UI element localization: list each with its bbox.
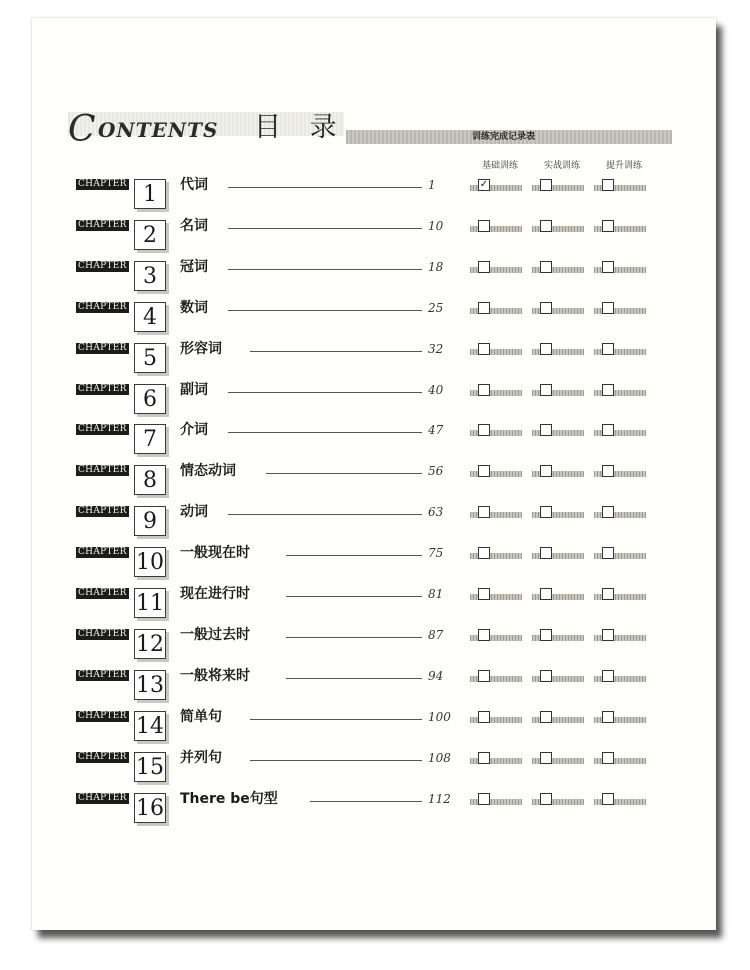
checkbox-basic-group <box>468 465 524 479</box>
chapter-tag: CHAPTER <box>78 628 127 639</box>
checkbox-practice[interactable] <box>540 588 552 600</box>
checkbox-practice-group <box>530 261 586 275</box>
checkbox-basic-group <box>468 220 524 234</box>
checkbox-advanced[interactable] <box>602 670 614 682</box>
checkbox-practice-group <box>530 793 586 807</box>
checkbox-advanced-group <box>592 711 648 725</box>
checkbox-basic[interactable] <box>478 220 490 232</box>
page-number: 108 <box>428 750 451 765</box>
checkbox-basic[interactable] <box>478 261 490 273</box>
dot-leader <box>310 801 422 802</box>
checkbox-basic-group <box>468 302 524 316</box>
dot-leader <box>228 310 422 311</box>
checkbox-basic[interactable] <box>478 670 490 682</box>
checkbox-practice-group <box>530 384 586 398</box>
chapter-number: 10 <box>134 547 166 577</box>
page-number: 47 <box>428 423 444 438</box>
chapter-tag: CHAPTER <box>78 506 127 517</box>
chapter-title[interactable]: 数词 <box>180 299 208 316</box>
checkbox-basic-group <box>468 711 524 725</box>
checkbox-advanced-group <box>592 302 648 316</box>
checkbox-practice-group <box>530 547 586 561</box>
checkbox-practice-group <box>530 343 586 357</box>
checkbox-basic[interactable] <box>478 424 490 436</box>
dot-leader <box>286 678 422 679</box>
chapter-tag: CHAPTER <box>78 588 127 598</box>
checkbox-basic[interactable]: ✓ <box>479 179 489 190</box>
chapter-tag: CHAPTER <box>78 547 127 558</box>
chapter-row[interactable] <box>76 340 676 383</box>
chapter-row[interactable] <box>76 547 676 587</box>
chapter-tag: CHAPTER <box>78 342 127 353</box>
chapter-title[interactable]: There be句型 <box>180 790 278 807</box>
checkbox-basic[interactable] <box>478 506 490 518</box>
chapter-title[interactable]: 一般现在时 <box>180 545 250 562</box>
checkbox-advanced-group <box>592 793 648 807</box>
chapter-number: 1 <box>134 179 166 209</box>
contents-initial: C <box>68 109 95 150</box>
checkbox-basic[interactable] <box>478 465 490 477</box>
chapter-row[interactable] <box>76 217 676 260</box>
page-number: 18 <box>428 259 444 274</box>
checkbox-advanced-group <box>592 343 648 357</box>
checkbox-advanced[interactable] <box>602 220 614 232</box>
checkbox-practice-group <box>530 179 586 193</box>
page-number: 87 <box>428 627 444 642</box>
chapter-number: 9 <box>134 506 166 536</box>
dot-leader <box>286 596 422 597</box>
checkbox-practice[interactable] <box>540 302 552 314</box>
checkbox-basic[interactable] <box>478 752 490 764</box>
checkbox-basic-group <box>468 179 524 193</box>
checkbox-advanced-group <box>592 752 648 766</box>
page-content <box>32 18 716 930</box>
column-header-practice: 实战训练 <box>543 161 580 171</box>
chapter-row[interactable] <box>76 588 676 628</box>
checkbox-basic-group <box>468 670 524 684</box>
checkbox-practice-group <box>530 465 586 479</box>
checkbox-advanced-group <box>592 424 648 438</box>
checkbox-advanced[interactable] <box>602 343 614 355</box>
dot-leader <box>266 473 422 474</box>
checkbox-basic-group <box>468 752 524 766</box>
page-number: 75 <box>428 546 444 561</box>
chapter-tag: CHAPTER <box>78 465 127 476</box>
column-header-advanced: 提升训练 <box>605 161 642 171</box>
checkbox-practice[interactable] <box>540 670 552 682</box>
chapter-row[interactable] <box>76 626 676 669</box>
page-number: 63 <box>428 505 444 520</box>
chapter-number: 3 <box>134 261 166 291</box>
checkbox-advanced[interactable] <box>602 179 614 191</box>
tracker-label: 训练完成记录表 <box>472 132 536 142</box>
page-number: 1 <box>428 178 436 192</box>
checkbox-practice[interactable] <box>540 261 552 273</box>
chapter-row[interactable] <box>76 749 676 792</box>
chapter-row[interactable] <box>76 708 676 751</box>
chapter-title[interactable]: 冠词 <box>180 258 208 275</box>
checkbox-practice-group <box>530 302 586 316</box>
checkbox-practice-group <box>530 711 586 725</box>
checkbox-practice[interactable] <box>540 179 552 191</box>
checkbox-practice[interactable] <box>540 506 552 518</box>
chapter-tag: CHAPTER <box>78 383 127 394</box>
page-number: 10 <box>428 218 444 233</box>
chapter-number: 4 <box>134 302 166 332</box>
chapter-tag: CHAPTER <box>78 260 127 271</box>
chapter-title[interactable]: 副词 <box>180 381 208 398</box>
checkbox-advanced-group <box>592 384 648 398</box>
checkbox-advanced[interactable] <box>602 711 614 723</box>
chapter-number: 8 <box>134 465 166 495</box>
checkbox-basic[interactable] <box>478 711 490 723</box>
chapter-row[interactable] <box>76 381 676 424</box>
chapter-number: 11 <box>134 588 166 618</box>
checkbox-practice[interactable] <box>540 547 552 559</box>
dot-leader <box>228 514 422 515</box>
checkbox-practice-group <box>530 506 586 520</box>
chapter-row[interactable] <box>76 424 676 464</box>
chapter-row[interactable] <box>76 667 676 710</box>
chapter-title[interactable]: 介词 <box>180 422 208 439</box>
checkbox-advanced-group <box>592 588 648 602</box>
chapter-tag: CHAPTER <box>78 710 127 721</box>
checkbox-advanced-group <box>592 547 648 561</box>
checkbox-practice[interactable] <box>540 465 552 477</box>
chapter-title[interactable]: 简单句 <box>180 708 222 725</box>
dot-leader <box>228 392 422 393</box>
chapter-number: 14 <box>134 711 166 741</box>
checkbox-basic-group <box>468 384 524 398</box>
checkbox-practice[interactable] <box>540 384 552 396</box>
page-number: 25 <box>428 300 444 315</box>
page-number: 56 <box>428 464 444 479</box>
checkbox-practice-group <box>530 424 586 438</box>
checkbox-practice-group <box>530 752 586 766</box>
contents-word: ONTENTS <box>98 118 219 142</box>
checkbox-advanced-group <box>592 465 648 479</box>
chapter-tag: CHAPTER <box>78 179 127 189</box>
chapter-tag: CHAPTER <box>78 751 127 762</box>
chapter-row[interactable] <box>76 790 676 833</box>
checkbox-practice[interactable] <box>540 220 552 232</box>
checkbox-advanced[interactable] <box>602 752 614 764</box>
page-number: 94 <box>428 668 444 683</box>
dot-leader <box>286 555 422 556</box>
document-page <box>32 18 716 930</box>
contents-chinese-title: 目 录 <box>254 112 347 143</box>
chapter-title[interactable]: 情态动词 <box>180 463 236 480</box>
checkbox-practice-group <box>530 220 586 234</box>
chapter-title[interactable]: 动词 <box>180 504 208 521</box>
checkbox-basic-group <box>468 588 524 602</box>
chapter-number: 15 <box>134 752 166 782</box>
checkbox-advanced-group <box>592 179 648 193</box>
checkbox-advanced-group <box>592 670 648 684</box>
chapter-tag: CHAPTER <box>78 792 127 803</box>
chapter-number: 12 <box>134 629 166 659</box>
dot-leader <box>250 719 422 720</box>
chapter-tag: CHAPTER <box>78 301 127 312</box>
dot-leader <box>228 432 422 433</box>
chapter-title[interactable]: 并列句 <box>180 749 222 766</box>
checkbox-practice[interactable] <box>540 424 552 436</box>
dot-leader <box>228 228 422 229</box>
chapter-number: 6 <box>134 384 166 414</box>
checkbox-advanced[interactable] <box>602 302 614 314</box>
chapter-tag: CHAPTER <box>78 424 127 435</box>
chapter-title[interactable]: 一般将来时 <box>180 667 250 684</box>
checkbox-basic[interactable] <box>478 588 490 600</box>
checkbox-advanced[interactable] <box>602 629 614 641</box>
checkbox-advanced[interactable] <box>602 465 614 477</box>
checkbox-basic-group <box>468 424 524 438</box>
checkbox-advanced-group <box>592 261 648 275</box>
checkbox-practice[interactable] <box>540 343 552 355</box>
checkbox-advanced[interactable] <box>602 506 614 518</box>
dot-leader <box>228 269 422 270</box>
chapter-number: 5 <box>134 343 166 373</box>
checkbox-basic[interactable] <box>478 343 490 355</box>
checkbox-advanced[interactable] <box>602 384 614 396</box>
dot-leader <box>286 637 422 638</box>
dot-leader <box>250 760 422 761</box>
checkbox-basic-group <box>468 793 524 807</box>
checkbox-practice-group <box>530 670 586 684</box>
checkbox-basic-group <box>468 506 524 520</box>
page-number: 40 <box>428 382 444 397</box>
chapter-title[interactable]: 形容词 <box>180 340 222 357</box>
checkbox-practice-group <box>530 629 586 643</box>
checkbox-basic-group <box>468 629 524 643</box>
dot-leader <box>228 187 422 188</box>
checkbox-advanced-group <box>592 506 648 520</box>
checkbox-practice[interactable] <box>540 752 552 764</box>
checkbox-advanced[interactable] <box>602 588 614 600</box>
checkbox-practice[interactable] <box>540 629 552 641</box>
chapter-row[interactable] <box>76 465 676 505</box>
checkbox-basic-group <box>468 343 524 357</box>
checkbox-basic-group <box>468 547 524 561</box>
checkbox-basic[interactable] <box>478 384 490 396</box>
checkbox-basic[interactable] <box>478 629 490 641</box>
contents-title <box>68 110 688 150</box>
page-number: 112 <box>428 791 451 806</box>
page-number: 81 <box>428 587 444 601</box>
checkbox-basic[interactable] <box>478 302 490 314</box>
checkbox-advanced[interactable] <box>602 261 614 273</box>
checkbox-advanced-group <box>592 220 648 234</box>
chapter-row[interactable] <box>76 258 676 301</box>
chapter-number: 7 <box>134 424 166 454</box>
checkbox-advanced[interactable] <box>602 547 614 559</box>
checkbox-practice-group <box>530 588 586 602</box>
chapter-title[interactable]: 名词 <box>180 217 208 234</box>
chapter-number: 2 <box>134 220 166 250</box>
checkbox-practice[interactable] <box>540 793 552 805</box>
checkbox-advanced[interactable] <box>602 793 614 805</box>
chapter-number: 16 <box>134 793 166 823</box>
chapter-row[interactable] <box>76 179 676 219</box>
checkbox-advanced[interactable] <box>602 424 614 436</box>
chapter-row[interactable] <box>76 299 676 342</box>
column-header-basic: 基础训练 <box>481 161 518 171</box>
chapter-tag: CHAPTER <box>78 219 127 230</box>
checkbox-basic[interactable] <box>478 547 490 559</box>
checkbox-advanced-group <box>592 629 648 643</box>
page-number: 100 <box>428 709 451 724</box>
dot-leader <box>250 351 422 352</box>
checkbox-basic[interactable] <box>478 793 490 805</box>
checkbox-practice[interactable] <box>540 711 552 723</box>
chapter-row[interactable] <box>76 506 676 546</box>
chapter-title[interactable]: 现在进行时 <box>180 586 250 602</box>
chapter-tag: CHAPTER <box>78 669 127 680</box>
chapter-title[interactable]: 代词 <box>180 177 208 193</box>
chapter-title[interactable]: 一般过去时 <box>180 626 250 643</box>
checkbox-basic-group <box>468 261 524 275</box>
chapter-number: 13 <box>134 670 166 700</box>
page-number: 32 <box>428 341 444 356</box>
